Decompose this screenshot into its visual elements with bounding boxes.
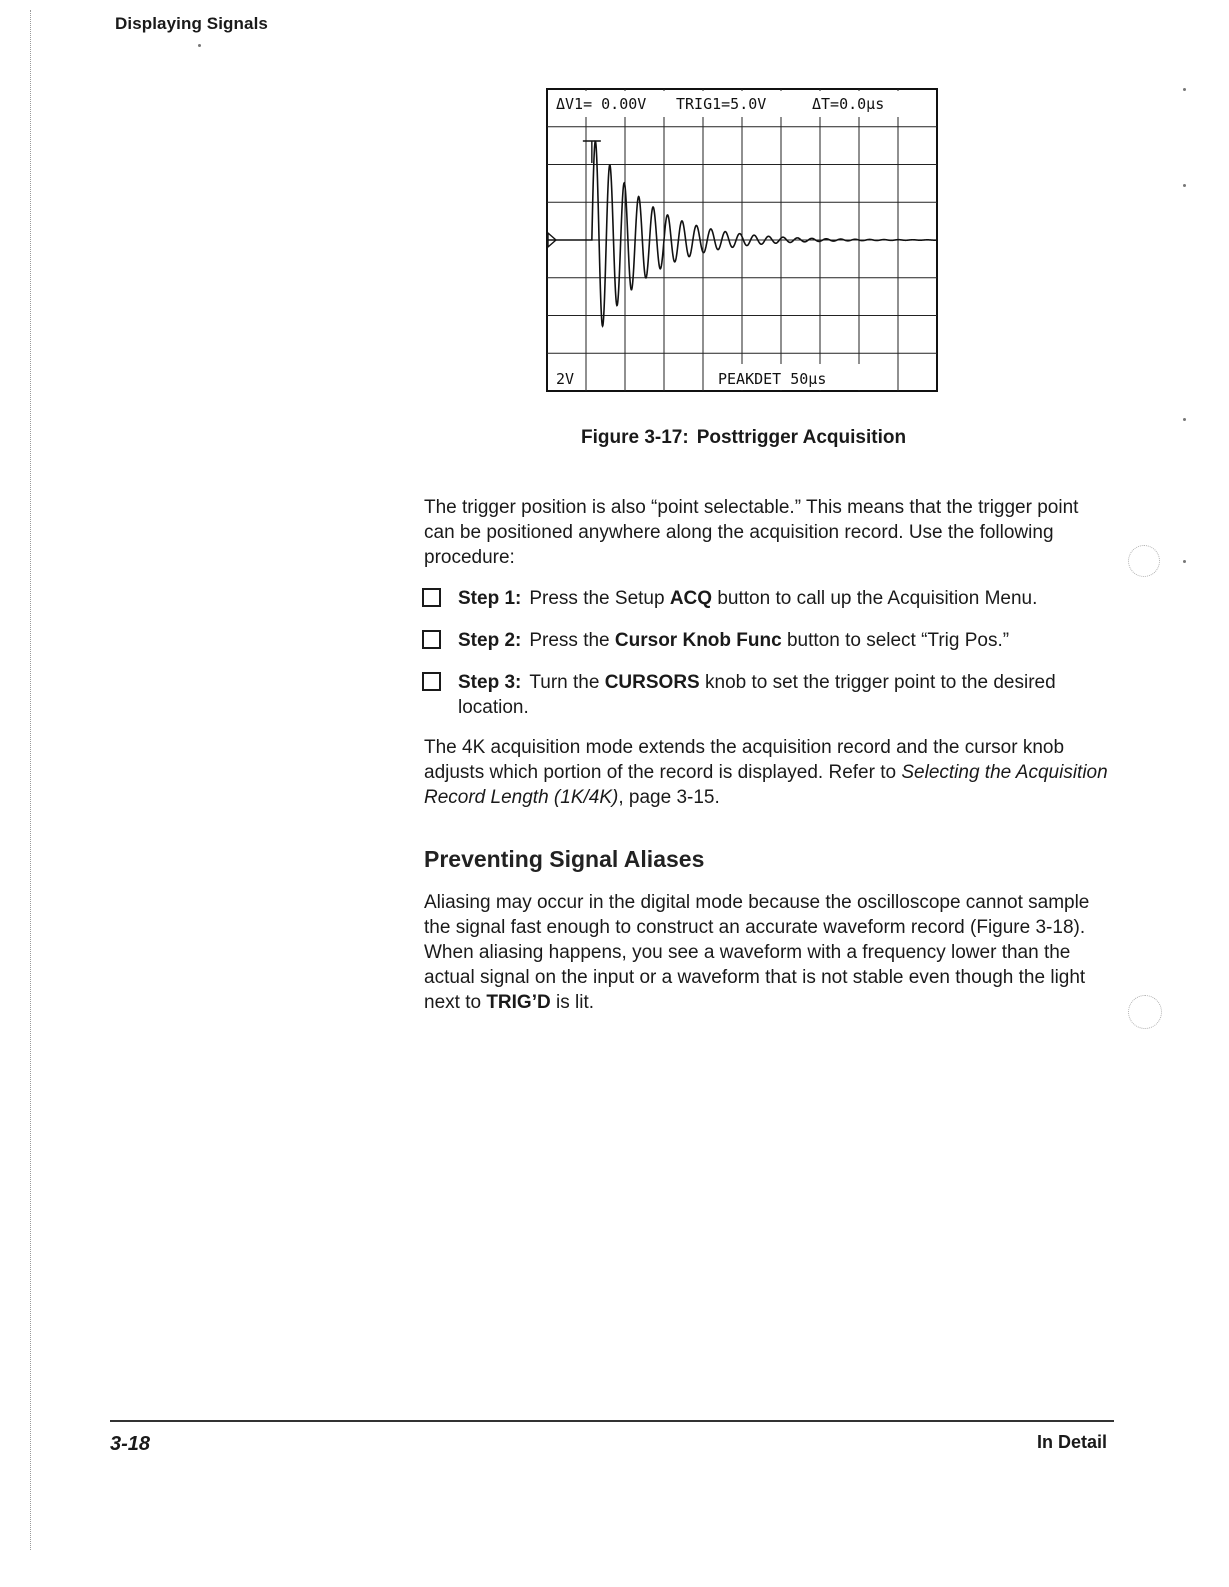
step-text: Press the [529,630,615,651]
step-keyword: Cursor Knob Func [614,630,782,651]
acq-mode-timebase-readout: PEAKDET 50µs [718,370,827,388]
aliasing-paragraph [424,890,1114,1015]
alias-text: Aliasing may occur in the digital mode because the oscilloscope cannot sample the signal fast enough to construct an accurate waveform record (Figure 3-18). When aliasing happens, you see a waveform with a frequency lower than the actual signal on the input or a waveform that is not stable even though the light next to [424,892,1090,1013]
step-text: knob to set the trigger point to the desired location. [458,672,1056,718]
page-speck [1183,560,1186,563]
step-keyword: CURSORS [604,672,700,693]
intro-paragraph: The trigger position is also “point selectable.” This means that the trigger point can be positioned anywhere along the acquisition record. Use the following procedure: [424,497,1079,568]
page-speck [1183,418,1186,421]
cross-reference: Selecting the Acquisition Record Length (1K/4K) [424,762,1108,808]
punch-hole-mark [1128,995,1162,1029]
oscilloscope-screen [546,88,938,392]
figure-caption [581,427,906,449]
delta-t-readout: ΔT=0.0µs [812,95,885,113]
trigd-keyword: TRIG’D [486,992,551,1013]
delta-v-readout: ΔV1= 0.00V [556,95,647,113]
checkbox-icon [422,630,441,649]
footer-rule [110,1420,1114,1422]
procedure-step-3 [422,670,1112,720]
volts-per-div-readout: 2V [556,370,575,388]
alias-text: is lit. [550,992,594,1013]
note-text: The 4K acquisition mode extends the acquisition record and the cursor knob adjusts which portion of the record is displayed. Refer to [424,737,1065,783]
step-text: Press the Setup [529,588,670,609]
section-heading: Preventing Signal Aliases [424,846,705,872]
figure-number: Figure 3-17: [581,427,689,448]
procedure-step-1 [422,586,1112,611]
step-label: Step 1: [458,588,522,609]
punch-hole-mark [1128,545,1160,577]
page-speck [1183,184,1186,187]
step-text: button to call up the Acquisition Menu. [712,588,1038,609]
step-text: Turn the [529,672,605,693]
trigger-level-readout: TRIG1=5.0V [676,95,767,113]
step-label: Step 2: [458,630,522,651]
checkbox-icon [422,672,441,691]
procedure-step-2 [422,628,1112,653]
oscilloscope-figure [546,88,938,392]
note-text: , page 3-15. [618,787,720,808]
step-label: Step 3: [458,672,522,693]
running-header: Displaying Signals [115,14,268,33]
page-speck [1183,88,1186,91]
footer-section-name: In Detail [1036,1432,1107,1452]
step-keyword: ACQ [669,588,713,609]
record-length-note [424,735,1114,810]
page-number: 3-18 [110,1433,151,1455]
checkbox-icon [422,588,441,607]
figure-title: Posttrigger Acquisition [696,427,907,448]
binding-edge-line [30,10,31,1550]
page-speck [198,44,201,47]
step-text: button to select “Trig Pos.” [781,630,1010,651]
